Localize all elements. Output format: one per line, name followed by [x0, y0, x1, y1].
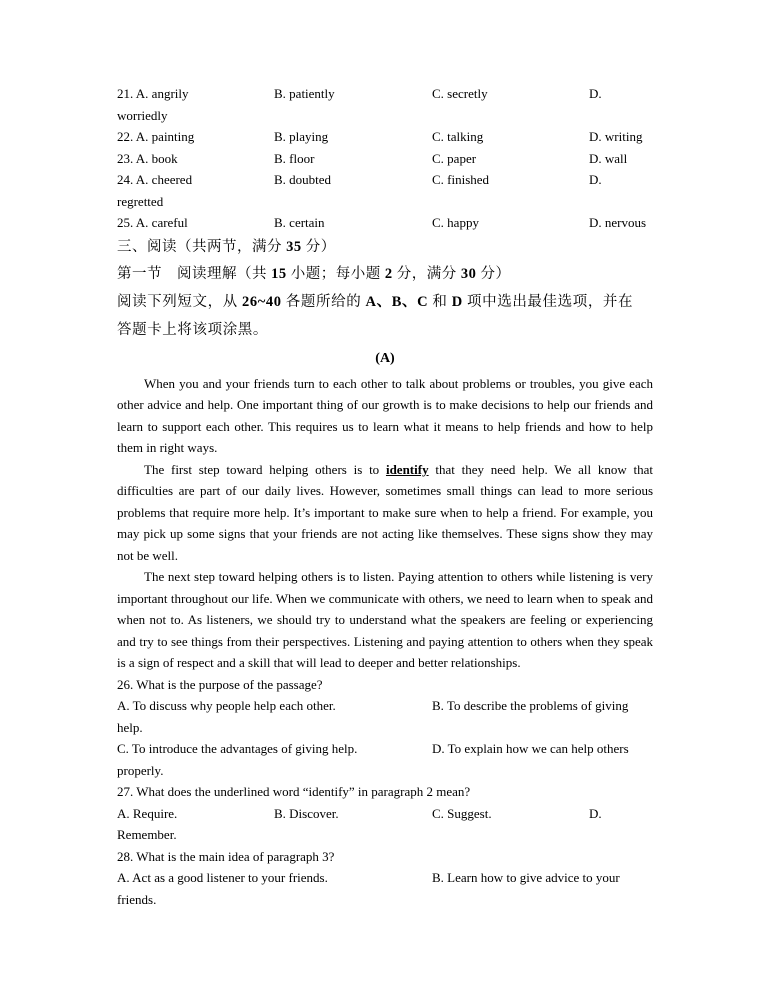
passage-paragraph-2: The first step toward helping others is to identify that they need help. We all know that difficulties are part of our daily lives. However, sometimes small things can lead to more serious problems that require more help. It’s important to make sure when to help a friend. For example, you may pick up some signs that your friends are not acting like themselves. These signs show they may not be well.: [117, 461, 653, 563]
option-c: C. paper: [432, 150, 477, 166]
option-b: B. Discover.: [274, 805, 339, 821]
option-a: A. To discuss why people help each other.: [117, 698, 336, 713]
question-26-options-row-2: [117, 738, 653, 760]
option-d: D. wall: [589, 150, 628, 166]
option-d: D.: [589, 805, 602, 821]
option-d: D. To explain how we can help others: [432, 741, 629, 756]
option-row-25: [117, 212, 653, 234]
option-wrap: regretted: [117, 193, 164, 209]
option-b: B. floor: [274, 150, 315, 166]
underlined-word: identify: [385, 461, 429, 477]
option-a: 25. A. careful: [117, 215, 188, 230]
option-b: B. Learn how to give advice to your: [432, 870, 620, 885]
question-27-options: [117, 803, 653, 825]
option-b: B. certain: [274, 215, 325, 230]
option-c: C. finished: [432, 172, 490, 187]
question-28-options-row-1: [117, 867, 653, 889]
option-wrap: Remember.: [117, 827, 177, 842]
instruction-line-1: 阅读下列短文，从 26~40 各题所给的 A、B、C 和 D 项中选出最佳选项，并在: [117, 293, 634, 310]
option-a: 24. A. cheered: [117, 172, 193, 187]
option-b: B. patiently: [274, 86, 335, 101]
option-c: C. secretly: [432, 86, 488, 101]
question-26: 26. What is the purpose of the passage?: [117, 676, 323, 692]
section-heading: 三、阅读（共两节，满分 35 分）: [117, 238, 336, 255]
instruction-line-2: 答题卡上将该项涂黑。: [117, 321, 268, 338]
option-row-21: [117, 83, 653, 105]
option-wrap: properly.: [117, 762, 164, 778]
option-wrap: friends.: [117, 891, 157, 907]
option-d: D. nervous: [589, 215, 647, 230]
option-row-22: [117, 126, 653, 148]
question-26-options-row-1: [117, 695, 653, 717]
option-b: B. To describe the problems of giving: [432, 698, 629, 713]
option-b: B. playing: [274, 129, 329, 144]
option-wrap: worriedly: [117, 107, 168, 123]
subsection-heading: 第一节 阅读理解（共 15 小题；每小题 2 分，满分 30 分）: [117, 265, 511, 282]
option-row-24: [117, 169, 653, 191]
option-d: D.: [589, 172, 602, 187]
passage-paragraph-1: When you and your friends turn to each other to talk about problems or troubles, you give each other advice and help. One important thing of our growth is to make decisions to help our friends and learn to support each other. This requires us to learn what it means to help friends and how to help them in right ways.: [117, 375, 653, 455]
passage-title: (A): [375, 350, 395, 366]
option-a: 22. A. painting: [117, 129, 195, 144]
exam-page: [117, 83, 653, 910]
option-a: A. Act as a good listener to your friends.: [117, 870, 328, 885]
option-d: D. writing: [589, 129, 643, 144]
option-a: A. Require.: [117, 805, 178, 821]
option-c: C. To introduce the advantages of giving help.: [117, 741, 358, 756]
option-row-23: [117, 148, 653, 170]
option-c: C. Suggest.: [432, 805, 492, 821]
option-wrap: help.: [117, 719, 143, 735]
option-a: 23. A. book: [117, 150, 178, 166]
option-c: C. happy: [432, 215, 479, 230]
option-b: B. doubted: [274, 172, 332, 187]
question-28: 28. What is the main idea of paragraph 3?: [117, 848, 335, 864]
option-d: D.: [589, 86, 602, 101]
option-a: 21. A. angrily: [117, 86, 189, 101]
question-27: 27. What does the underlined word “identify” in paragraph 2 mean?: [117, 784, 471, 799]
option-c: C. talking: [432, 129, 484, 144]
cloze-options: [117, 83, 653, 234]
passage-paragraph-3: The next step toward helping others is to listen. Paying attention to others while listening is very important throughout our life. When we communicate with others, we need to learn when to speak and when not to. As listeners, we should try to understand what the speakers are feeling or experiencing and try to see things from their perspectives. Listening and paying attention to others when they speak is a sign of respect and a skill that will lead to deeper and better relationships.: [117, 569, 653, 670]
